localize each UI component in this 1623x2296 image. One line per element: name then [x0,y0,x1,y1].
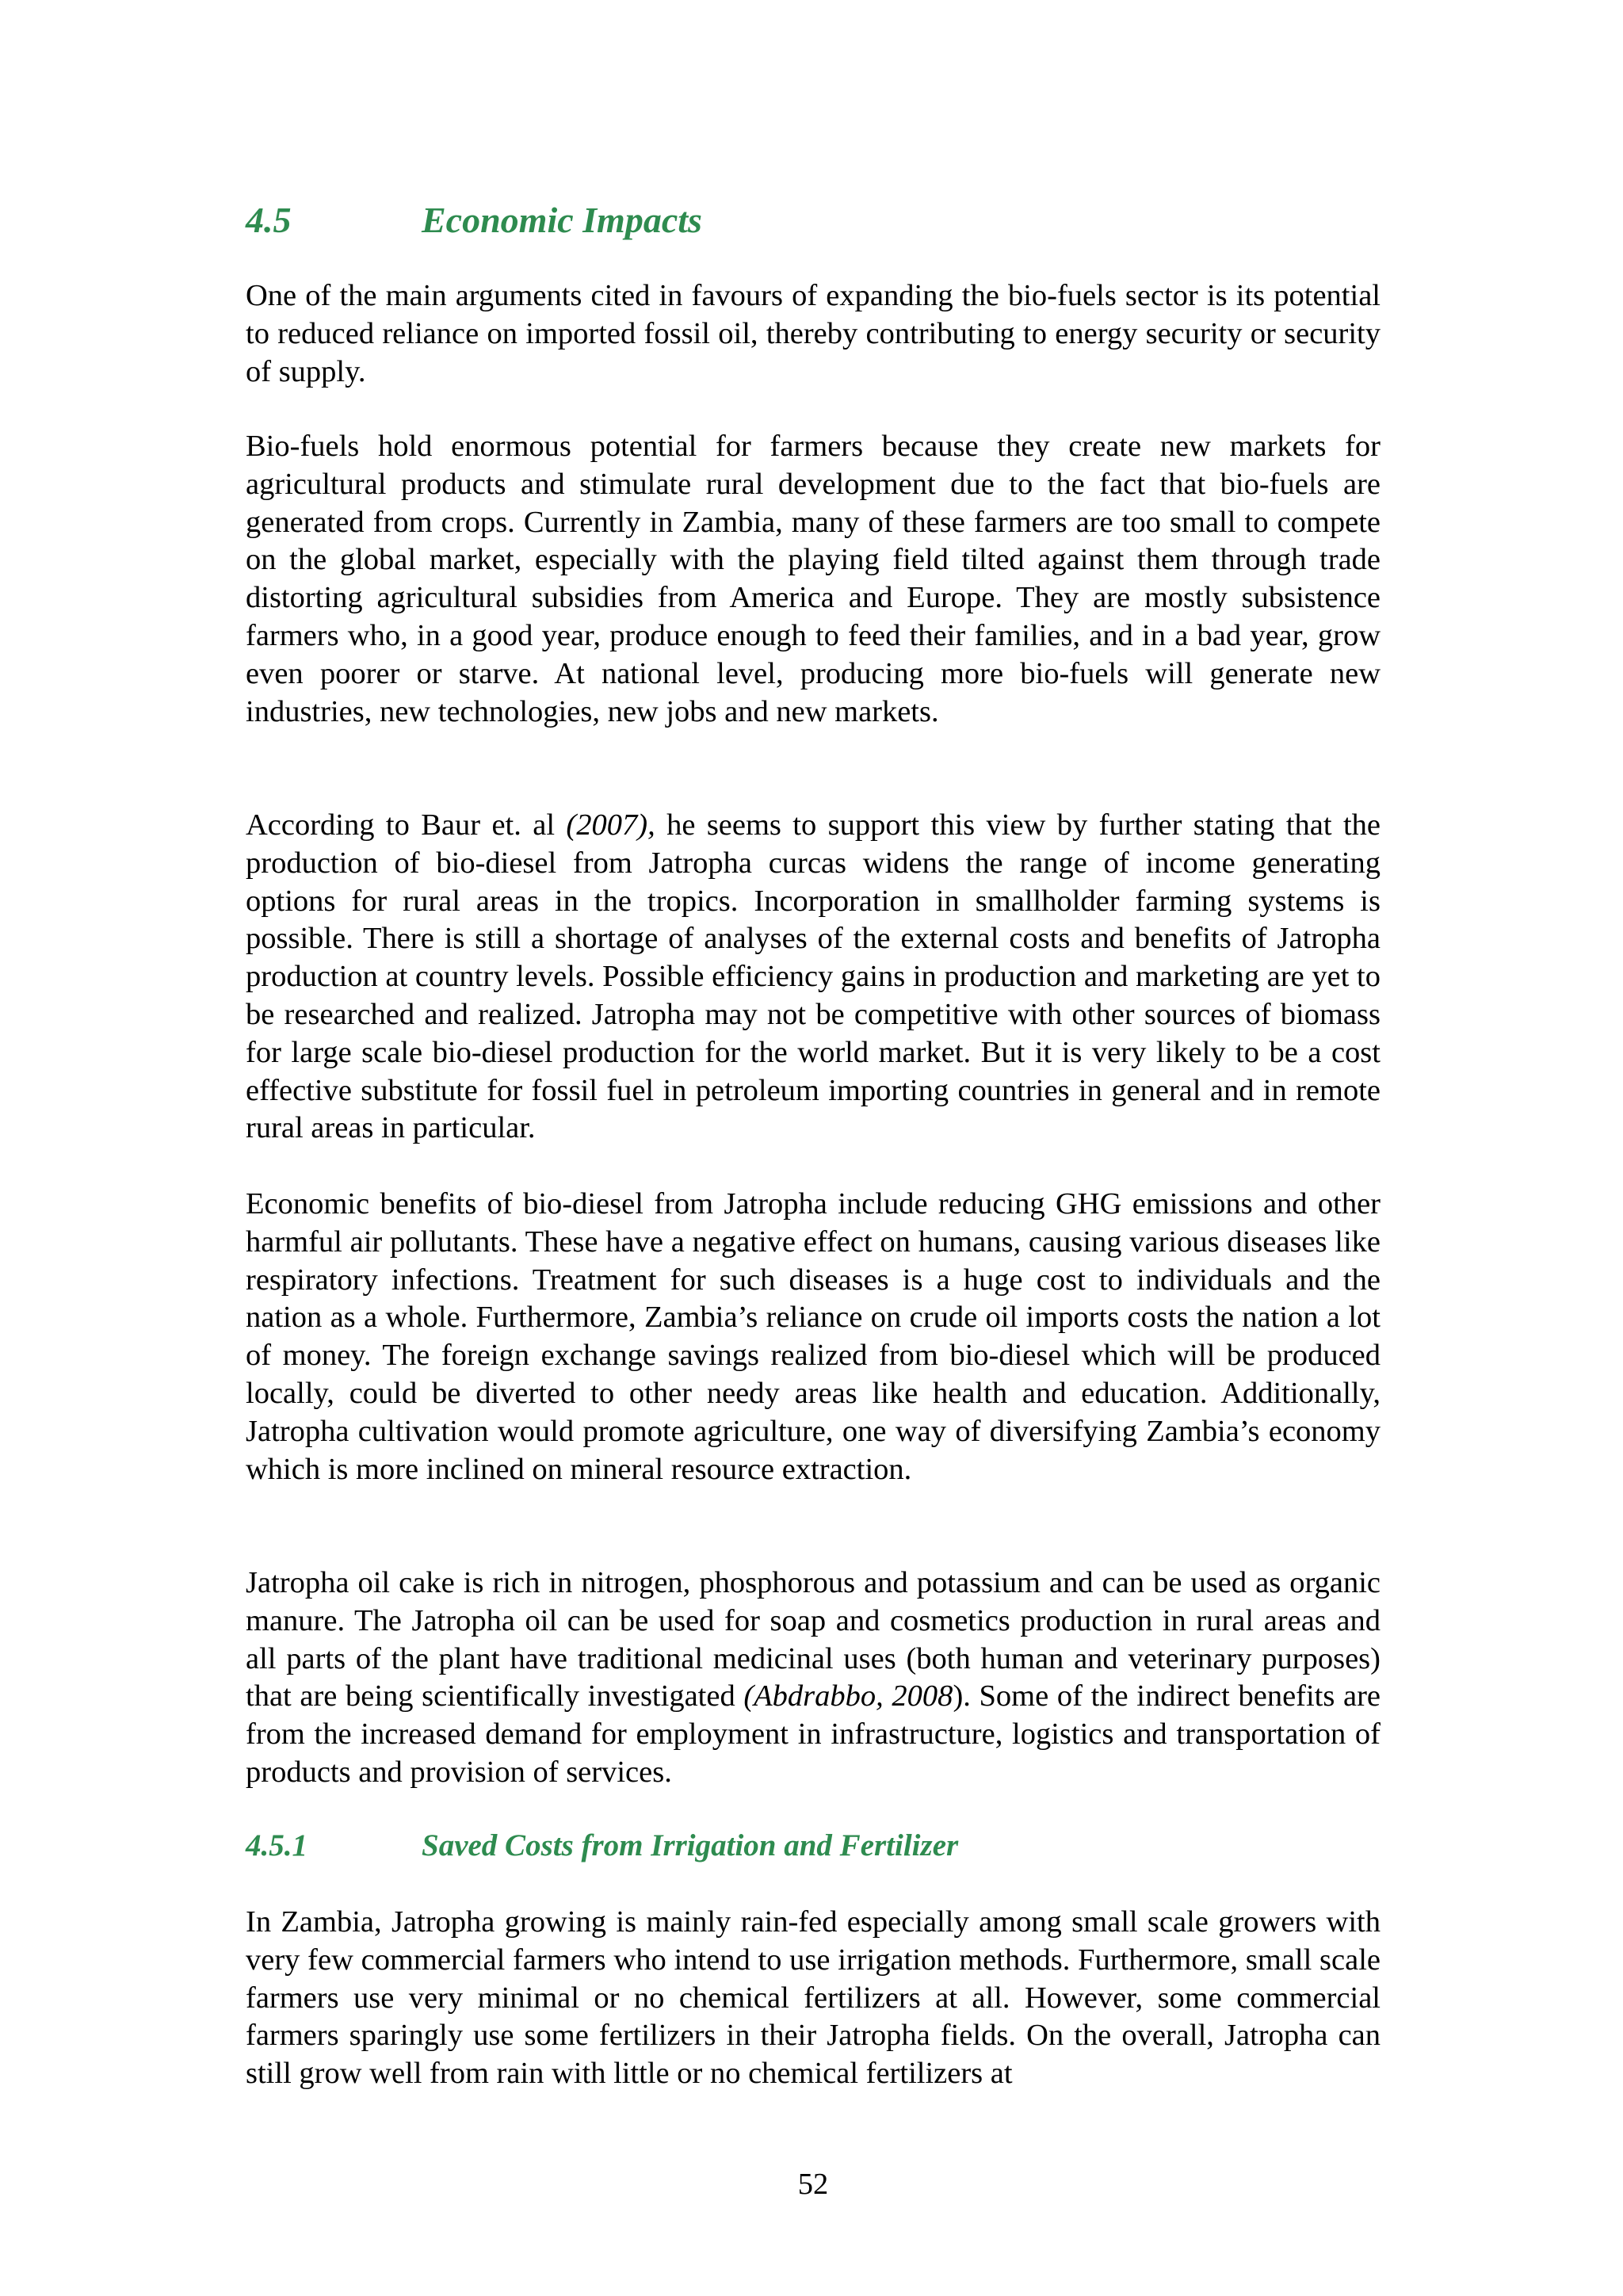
paragraph-text: he seems to support this view by further stating that the production of bio-diesel from Jatropha curcas widens the range of income generating options for rural areas in the tropics. Incorporation in smallholder farming systems is possible. There is still a shortage of analyses of the external costs and benefits of Jatropha production at country levels. Possible efficiency gains in production and marketing are yet to be researched and realized. Jatropha may not be competitive with other sources of biomass for large scale bio-diesel production for the world market. But it is very likely to be a cost effective substitute for fossil fuel in petroleum importing countries in general and in remote rural areas in particular. [246,808,1381,1145]
section-heading [246,195,702,246]
subsection-title: Saved Costs from Irrigation and Fertilizer [422,1828,959,1862]
subsection-heading [246,1824,958,1868]
paragraph-farmer-potential: Bio-fuels hold enormous potential for farmers because they create new markets for agricultural products and stimulate rural development due to the fact that bio-fuels are generated from crops. Currently in Zambia, many of these farmers are too small to compete on the global market, especially with the playing field tilted against them through trade distorting agricultural subsidies from America and Europe. They are mostly subsistence farmers who, in a good year, produce enough to feed their families, and in a bad year, grow even poorer or starve. At national level, producing more bio-fuels will generate new industries, new technologies, new jobs and new markets. [246,430,1381,728]
paragraph-economic-benefits: Economic benefits of bio-diesel from Jatropha include reducing GHG emissions and other harmful air pollutants. These have a negative effect on humans, causing various diseases like respiratory infections. Treatment for such diseases is a huge cost to individuals and the nation as a whole. Furthermore, Zambia’s reliance on crude oil imports costs the nation a lot of money. The foreign exchange savings realized from bio-diesel which will be produced locally, could be diverted to other needy areas like health and education. Additionally, Jatropha cultivation would promote agriculture, one way of diversifying Zambia’s economy which is more inclined on mineral resource extraction. [246,1187,1381,1486]
document-page [246,0,1381,2296]
paragraph-baur-view [246,807,1381,1148]
paragraph-text: ). Some of the indirect benefits are from the increased demand for employment in infrastructure, logistics and transportation of products and provision of services. [246,1679,1381,1789]
citation: (2007), [566,808,655,842]
section-number: 4.5 [246,200,292,240]
section-title: Economic Impacts [422,200,702,240]
paragraph-irrigation: In Zambia, Jatropha growing is mainly rain-fed especially among small scale growers with very few commercial farmers who intend to use irrigation methods. Furthermore, small scale farmers use very minimal or no chemical fertilizers at all. However, some commercial farmers sparingly use some fertilizers in their Jatropha fields. On the overall, Jatropha can still grow well from rain with little or no chemical fertilizers at [246,1905,1381,2091]
page-number: 52 [797,2168,829,2201]
subsection-number: 4.5.1 [246,1828,307,1862]
paragraph-text: Jatropha oil cake is rich in nitrogen, phosphorous and potassium and can be used as organic manure. The Jatropha oil can be used for soap and cosmetics production in rural areas and all parts of the plant have traditional medicinal uses (both human and veterinary purposes) that are being scientifically investigated [246,1566,1381,1713]
paragraph-text: According to Baur et. al [246,808,567,842]
paragraph-energy-security: One of the main arguments cited in favours of expanding the bio-fuels sector is its potential to reduced reliance on imported fossil oil, thereby contributing to energy security or security of supply. [246,279,1381,388]
citation: (Abdrabbo, 2008 [743,1679,953,1713]
paragraph-oil-cake [246,1564,1381,1792]
